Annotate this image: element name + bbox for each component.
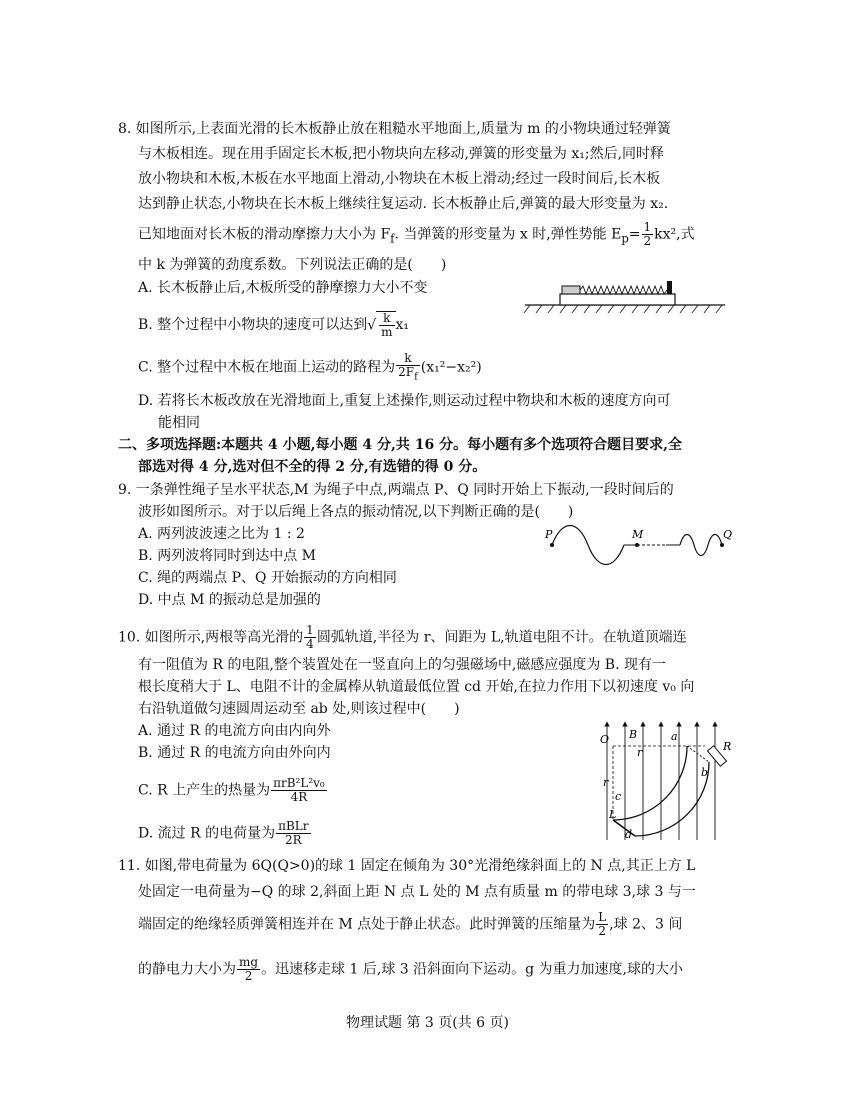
q8-line5: 已知地面对长木板的滑动摩擦力大小为 $F_f$. 当弹簧的形变量为 x 时,弹性势能 $E_p=$ $\frac{1}{2}$ kx²,式: [138, 220, 695, 248]
wave-left: [552, 526, 624, 565]
page-footer: 物理试题 第 3 页(共 6 页): [346, 1015, 509, 1031]
q10-option-b: B. 通过 R 的电流方向由外向内: [138, 745, 331, 761]
q10-line3: 根长度稍大于 L、电阻不计的金属棒从轨道最低位置 cd 开始,在拉力作用下以初速度 v₀ 向: [138, 679, 695, 695]
q8-line4: 达到静止状态,小物块在长木板上继续往复运动. 长木板静止后,弹簧的最大形变量为 x₂.: [138, 196, 669, 212]
label-Q: Q: [723, 528, 733, 541]
q8-option-d-line2: 能相同: [158, 415, 200, 431]
q8-figure: [520, 275, 730, 315]
svg-text:B: B: [629, 728, 638, 741]
svg-text:d: d: [625, 828, 633, 841]
q8-option-b: B. 整个过程中小物块的速度可以达到√ $\frac{k}{m}$ x₁: [138, 311, 410, 339]
svg-text:R: R: [723, 740, 732, 753]
q10-option-c: C. R 上产生的热量为 $\frac{\text{πrB²L²v₀}}{4R}$: [138, 776, 325, 804]
q10-line2: 有一阻值为 R 的电阻,整个装置处在一竖直向上的匀强磁场中,磁感应强度为 B. 现有一: [138, 657, 666, 673]
q9-figure: [540, 525, 740, 575]
svg-text:r: r: [603, 776, 609, 789]
q9-line1: 9. 一条弹性绳子呈水平状态,M 为绳子中点,两端点 P、Q 同时开始上下振动,一段时间后的: [118, 482, 674, 498]
q8-line6: 中 k 为弹簧的劲度系数。下列说法正确的是( ): [138, 257, 447, 273]
q8-line2: 与木板相连。现在用手固定长木板,把小物块向左移动,弹簧的形变量为 x₁;然后,同时释: [138, 146, 665, 162]
q8-option-d-line1: D. 若将长木板改放在光滑地面上,重复上述操作,则运动过程中物块和木板的速度方向可: [138, 393, 671, 409]
arc-rail-back: [635, 762, 709, 836]
q11-line1: 11. 如图,带电荷量为 6Q(Q>0)的球 1 固定在倾角为 30°光滑绝缘斜面上的 N 点,其正上方 L: [118, 858, 696, 874]
svg-text:c: c: [615, 790, 622, 803]
q9-line2: 波形如图所示。对于以后绳上各点的振动情况,以下判断正确的是( ): [138, 504, 574, 520]
magnetic-field-lines: [607, 724, 715, 840]
q9-option-b: B. 两列波将同时到达中点 M: [138, 548, 316, 564]
section-2-heading-line2: 部选对得 4 分,选对但不全的得 2 分,有选错的得 0 分。: [138, 459, 487, 475]
q9-option-d: D. 中点 M 的振动总是加强的: [138, 592, 321, 608]
svg-text:L: L: [609, 808, 617, 821]
section-2-heading-line1: 二、多项选择题:本题共 4 小题,每小题 4 分,共 16 分。每小题有多个选项符合题目要求,全: [118, 437, 682, 453]
spring: [580, 286, 667, 294]
q10-option-a: A. 通过 R 的电流方向由内向外: [138, 723, 331, 739]
sqrt-k-over-m: √ $\frac{k}{m}$: [367, 311, 395, 339]
q11-line3: 端固定的绝缘轻质弹簧相连并在 M 点处于静止状态。此时弹簧的压缩量为 $\frac{L}{2}$ ,球 2、3 间: [138, 910, 683, 938]
small-block: [562, 286, 580, 294]
q10-line1: 10. 如图所示,两根等高光滑的 $\frac{1}{4}$ 圆弧轨道,半径为 r、间距为 L,轨道电阻不计。在轨道顶端连: [118, 623, 687, 651]
label-M: M: [632, 528, 644, 541]
q8-line1: 8. 如图所示,上表面光滑的长木板静止放在粗糙水平地面上,质量为 m 的小物块通过轻弹簧: [118, 121, 671, 137]
wave-right: [680, 535, 722, 556]
q8-half-fraction: $\frac{1}{2}$: [643, 220, 652, 248]
q10-figure: [585, 718, 745, 846]
q8-line3: 放小物块和木板,木板在水平地面上滑动,小物块在木板上滑动;经过一段时间后,长木板: [138, 171, 661, 187]
svg-text:r: r: [637, 746, 643, 759]
q10-option-d: D. 流过 R 的电荷量为 $\frac{\text{πBLr}}{2R}$: [138, 819, 309, 847]
q11-line2: 处固定一电荷量为−Q 的球 2,斜面上距 N 点 L 处的 M 点有质量 m 的带电球 3,球 3 与一: [138, 884, 696, 900]
q10-line4: 右沿轨道做匀速圆周运动至 ab 处,则该过程中( ): [138, 701, 460, 717]
q9-option-a: A. 两列波波速之比为 1 : 2: [138, 526, 305, 542]
label-P: P: [545, 528, 553, 541]
wall: [667, 281, 672, 294]
arc-rail-front: [613, 746, 687, 820]
long-board: [560, 294, 675, 305]
q8-option-a: A. 长木板静止后,木板所受的静摩擦力大小不变: [138, 280, 428, 296]
svg-text:O: O: [600, 733, 610, 746]
q8-option-c: C. 整个过程中木板在地面上运动的路程为 $\frac{k}{2F_f}$ (x₁²−x₂²): [138, 351, 482, 383]
q11-line4: 的静电力大小为 $\frac{mg}{2}$ 。迅速移走球 1 后,球 3 沿斜面向下运动。g 为重力加速度,球的大小: [138, 955, 683, 983]
svg-text:b: b: [701, 766, 709, 779]
svg-text:a: a: [671, 730, 678, 743]
q9-option-c: C. 绳的两端点 P、Q 开始振动的方向相同: [138, 570, 397, 586]
